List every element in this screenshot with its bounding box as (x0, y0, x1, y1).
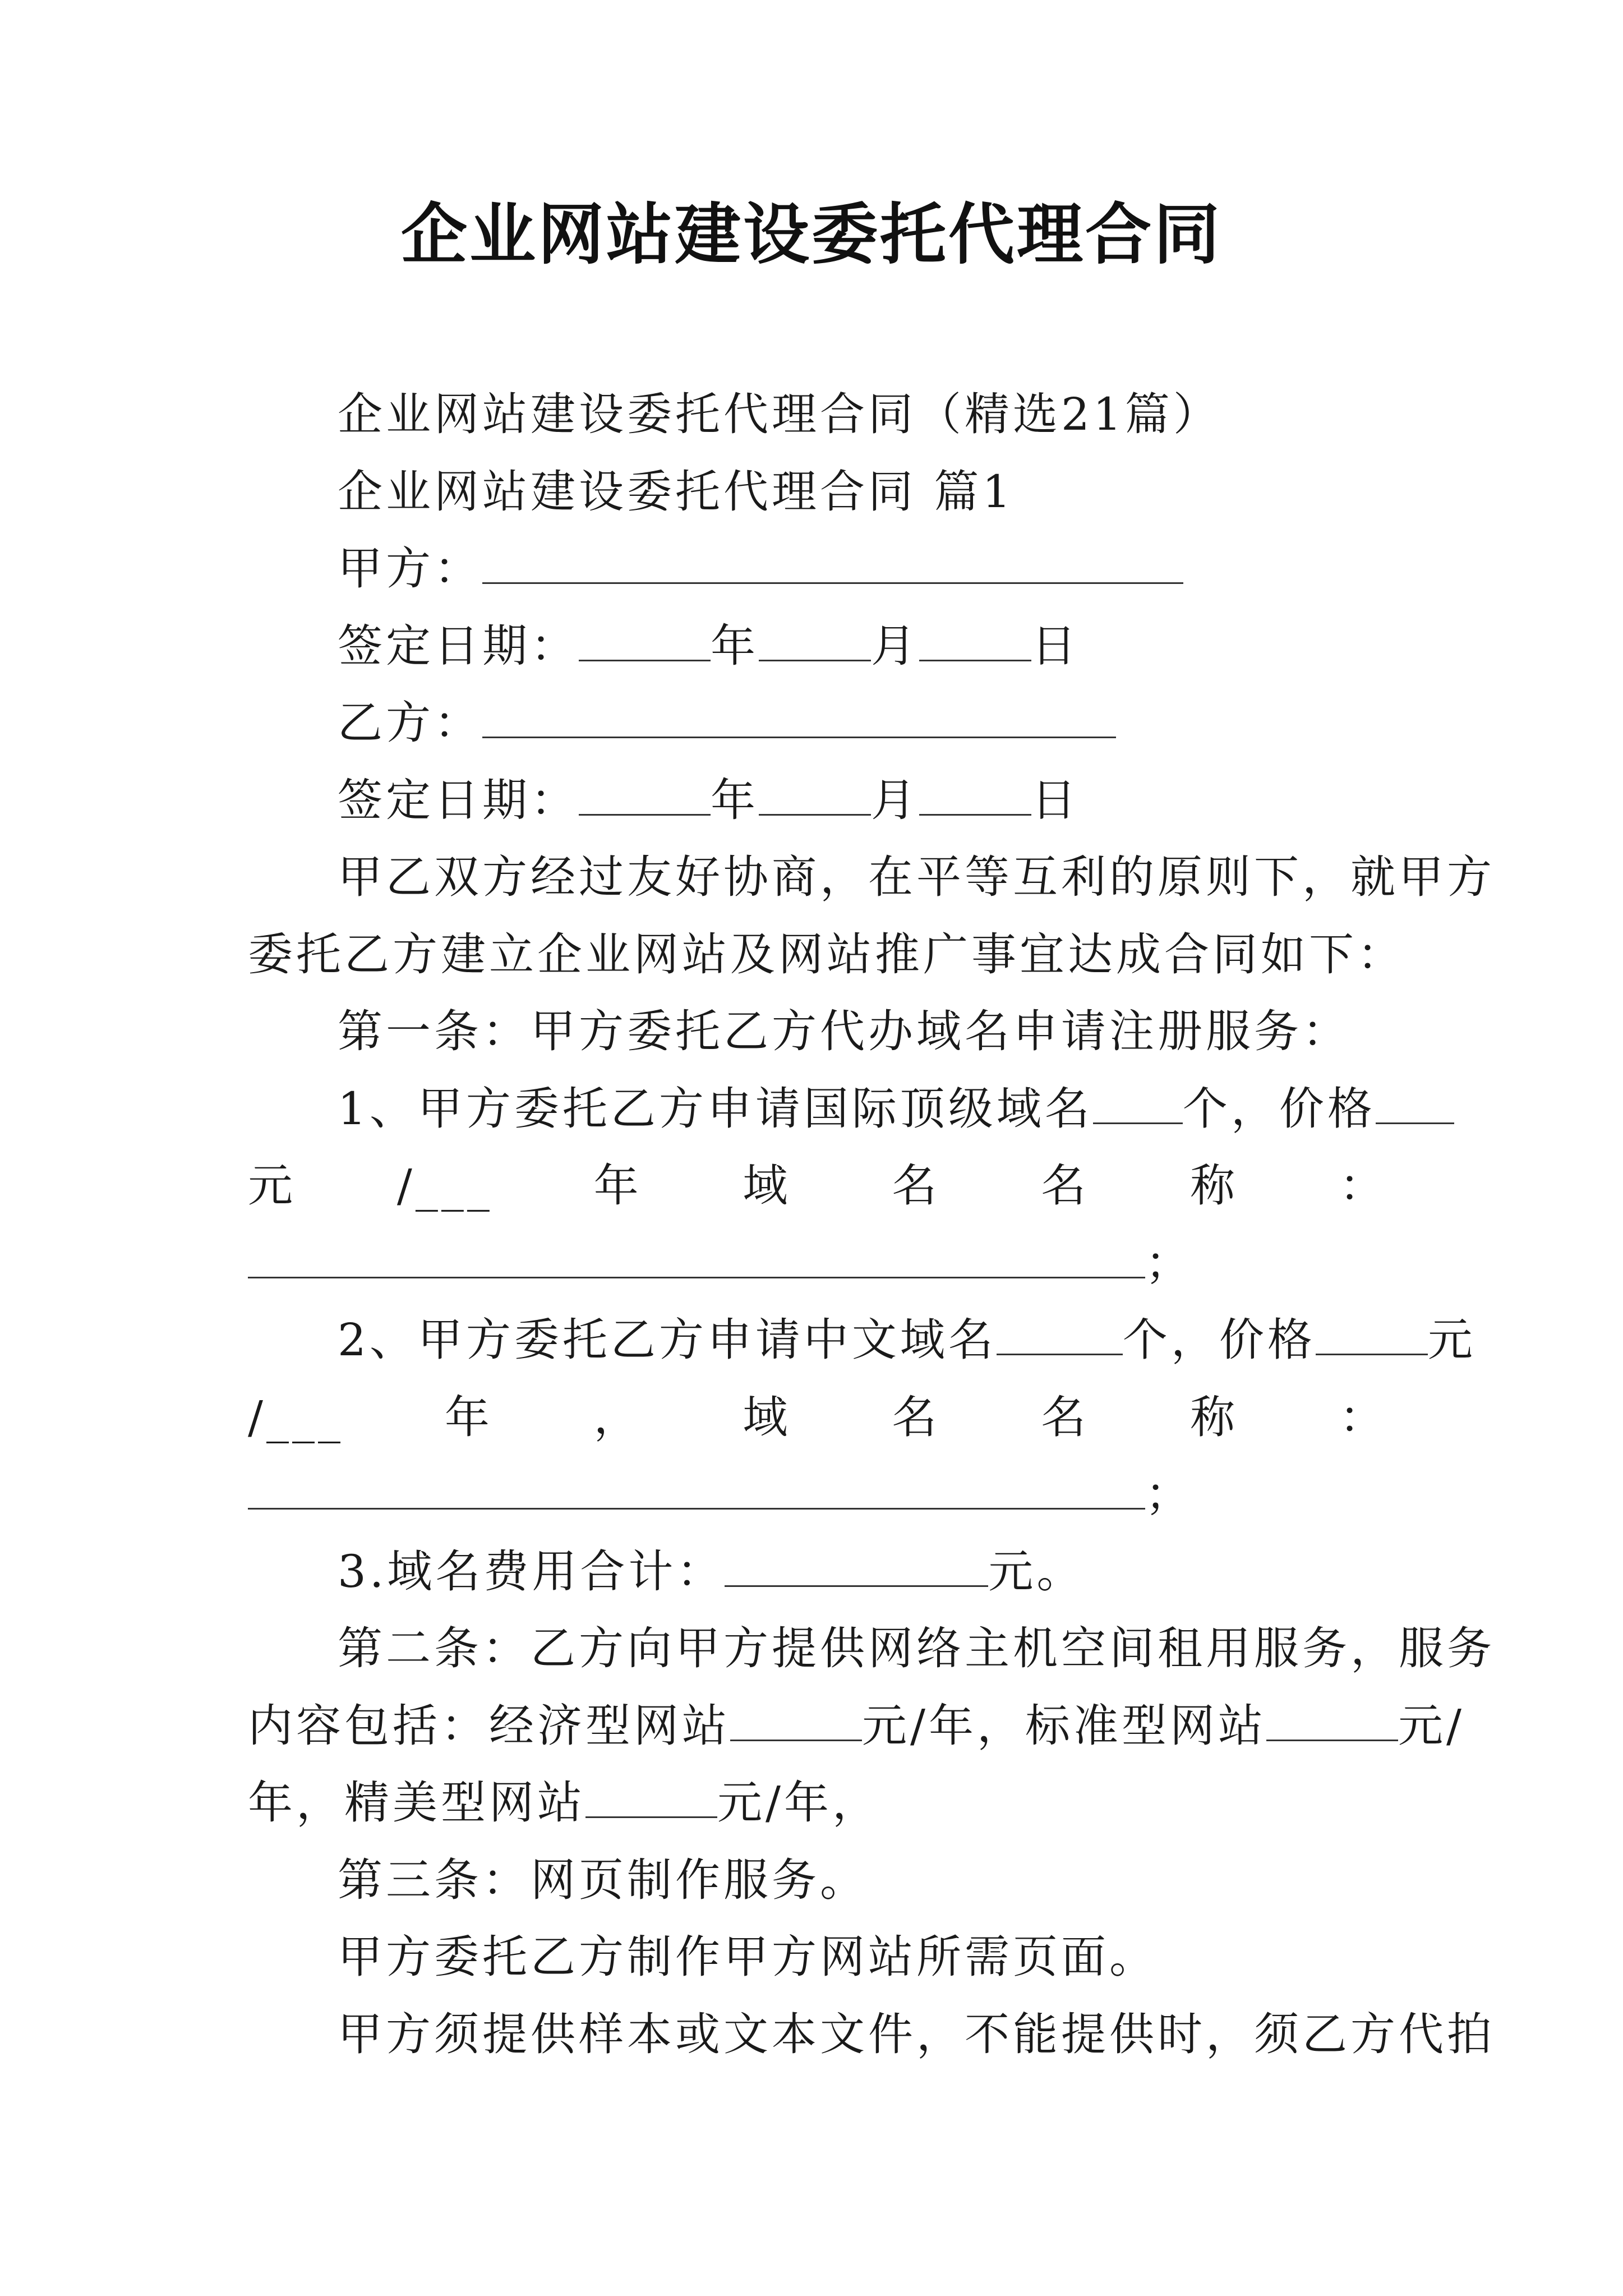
article-3-line-2: 甲方须提供样本或文本文件，不能提供时，须乙方代拍 (338, 2008, 1495, 2060)
sign-date-label: 签定日期： (338, 774, 579, 826)
spread-char: 域 (743, 1159, 791, 1212)
price-blank (1376, 1088, 1454, 1124)
year-blank (579, 625, 711, 661)
party-a-blank (482, 547, 1183, 584)
year-label: 年 (711, 619, 759, 672)
day-blank (919, 779, 1031, 816)
article-2-line-2 (248, 1687, 1465, 1765)
day-label: 日 (1031, 619, 1080, 672)
intro-line-1: 甲乙双方经过友好协商，在平等互利的原则下，就甲方 (338, 851, 1495, 903)
article-2-line-3 (248, 1764, 1387, 1842)
article-3-line-1: 甲方委托乙方制作甲方网站所需页面。 (338, 1931, 1158, 1983)
month-blank (759, 625, 871, 661)
spread-char: ： (1339, 1391, 1387, 1443)
spread-char: ： (1339, 1159, 1387, 1212)
item-1-line-2 (248, 1147, 1387, 1225)
section-heading: 企业网站建设委托代理合同 篇1 (338, 465, 1015, 518)
item-2-line-2 (248, 1379, 1387, 1456)
party-b-line (248, 684, 1387, 762)
day-blank (919, 625, 1031, 661)
item-2-line-1 (248, 1301, 1476, 1379)
item-1-line-3 (248, 1225, 1387, 1302)
item-2-text-b: 个，价格 (1122, 1314, 1316, 1366)
spread-char: /___ (248, 1391, 344, 1443)
year-label: 年 (711, 774, 759, 826)
month-blank (759, 779, 871, 816)
domain-count-blank (997, 1319, 1123, 1355)
price-blank (1316, 1319, 1428, 1355)
item-3-text-b: 元。 (988, 1545, 1085, 1598)
party-a-line (248, 530, 1387, 608)
month-label: 月 (871, 774, 919, 826)
spread-char: 元 (248, 1159, 296, 1212)
article-3-heading: 第三条：网页制作服务。 (338, 1853, 868, 1906)
spread-char: 名 (1041, 1159, 1090, 1212)
article-2-text-d: 年，精美型网站 (248, 1777, 585, 1829)
article-2-text-e: 元/年， (717, 1777, 880, 1829)
party-b-label: 乙方： (338, 697, 482, 749)
spread-char: 名 (892, 1391, 940, 1443)
subtitle: 企业网站建设委托代理合同（精选21篇） (338, 388, 1221, 440)
item-1-text-b: 个，价格 (1182, 1082, 1376, 1135)
article-2-line-1: 第二条：乙方向甲方提供网络主机空间租用服务，服务 (338, 1622, 1495, 1674)
semicolon: ； (1145, 1468, 1193, 1520)
price-blank (585, 1782, 717, 1818)
item-2-line-3 (248, 1456, 1387, 1533)
price-blank (1266, 1705, 1398, 1741)
spread-char: 称 (1190, 1391, 1239, 1443)
item-1-text-a: 1、甲方委托乙方申请国际顶级域名 (338, 1082, 1093, 1135)
item-2-text-a: 2、甲方委托乙方申请中文域名 (338, 1314, 997, 1366)
month-label: 月 (871, 619, 919, 672)
item-3-line (248, 1533, 1387, 1611)
article-2-text-a: 内容包括：经济型网站 (248, 1699, 730, 1752)
document-title: 企业网站建设委托代理合同 (400, 195, 1222, 273)
sign-date-label: 签定日期： (338, 619, 579, 672)
spread-char: 名 (892, 1159, 940, 1212)
sign-date-line-a (248, 608, 1387, 685)
spread-char: 年 (593, 1159, 642, 1212)
article-1-heading: 第一条：甲方委托乙方代办域名申请注册服务： (338, 1005, 1350, 1057)
domain-name-blank (248, 1242, 1145, 1278)
spread-char: 称 (1190, 1159, 1239, 1212)
document-body (248, 376, 1495, 2073)
intro-line-2: 委托乙方建立企业网站及网站推广事宜达成合同如下： (248, 928, 1405, 981)
price-blank (730, 1705, 862, 1741)
party-a-label: 甲方： (338, 542, 482, 595)
party-b-blank (482, 702, 1116, 738)
domain-count-blank (1093, 1088, 1183, 1124)
spread-char: 域 (743, 1391, 791, 1443)
article-2-text-c: 元/ (1398, 1699, 1465, 1752)
spread-char: /___ (396, 1159, 493, 1212)
semicolon: ； (1145, 1236, 1193, 1289)
item-1-line-1 (248, 1070, 1387, 1148)
article-2-text-b: 元/年，标准型网站 (862, 1699, 1266, 1752)
day-label: 日 (1031, 774, 1080, 826)
item-3-text-a: 3.域名费用合计： (338, 1545, 725, 1598)
spread-char: 年 (444, 1391, 493, 1443)
spread-char: ， (593, 1391, 642, 1443)
sign-date-line-b (248, 762, 1387, 839)
item-2-text-c: 元 (1427, 1314, 1476, 1366)
spread-char: 名 (1041, 1391, 1090, 1443)
year-blank (579, 779, 711, 816)
domain-name-blank (248, 1473, 1145, 1510)
total-fee-blank (725, 1550, 988, 1587)
